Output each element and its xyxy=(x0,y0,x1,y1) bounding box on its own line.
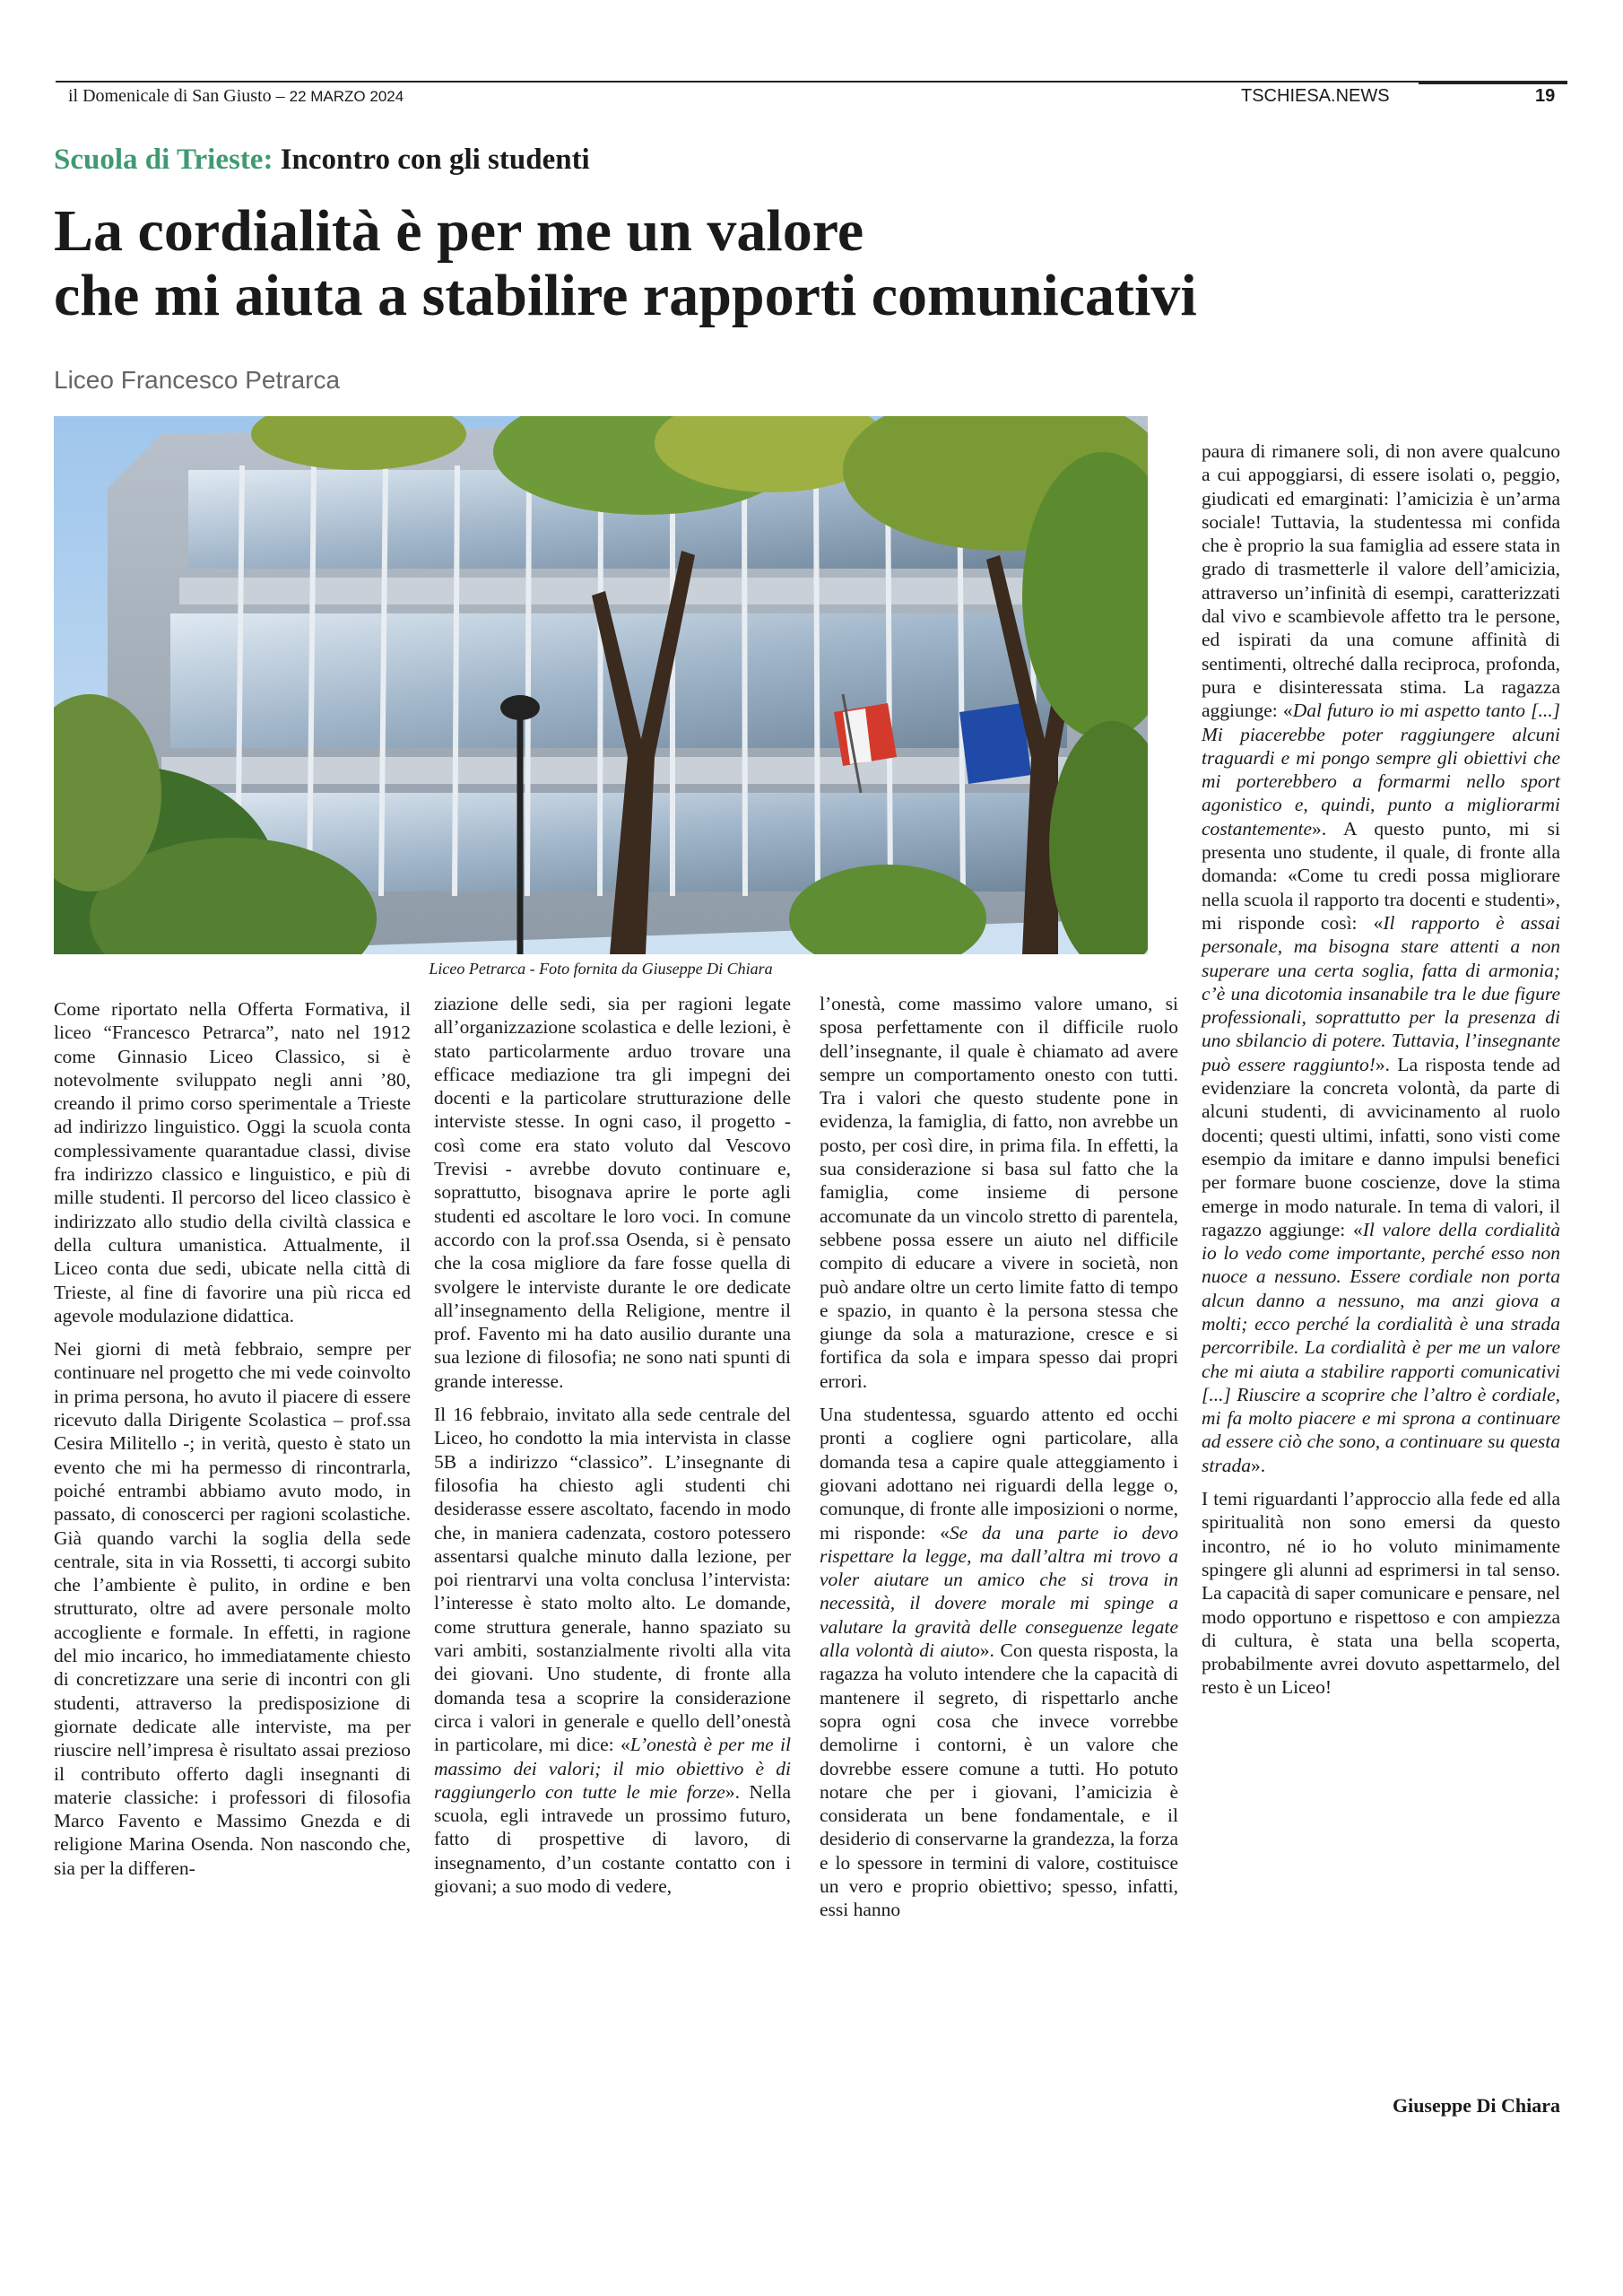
paragraph: l’onestà, come massimo valore umano, si sposa perfettamente con il difficile ruolo dell’insegnante, il quale è chiamato ad avere sempre un comportamento onesto con tutti. Tra i valori che questo studente pone in evidenza, la famiglia, di fatto, non avrebbe un posto, per così dire, in prima fila. In effetti, la sua considerazione si basa sul fatto che la famiglia, come insieme di persone accomunate da un vincolo stretto di parentela, sebbene possa essere un aiuto nel difficile compito di educare a vivere in società, non può andare oltre un certo limite fatto di tempo e spazio, in quanto è la persona stessa che giunge da sola a maturazione, cresce e si fortifica da sola e impara spesso dai propri errori. xyxy=(820,993,1178,1392)
section-kicker xyxy=(54,144,590,177)
page-number-rule xyxy=(1419,81,1567,84)
article-column-2 xyxy=(434,992,791,1908)
school-photo xyxy=(54,416,1148,954)
student-quote: Se da una parte io devo rispettare la legge, ma dall’altra mi trovo a voler aiutare un amico che si trova in necessità, il dovere morale mi spinge a valutare la gravità delle conseguenze legate alla volontà di aiuto xyxy=(820,1521,1178,1662)
paragraph: ziazione delle sedi, sia per ragioni legate all’organizzazione scolastica e delle lezioni, è stato particolarmente arduo trovare una efficace mediazione tra gli impegni dei docenti e la particolare strutturazione delle interviste stesse. In ogni caso, il progetto - così come era stato voluto dal Vescovo Trevisi - avrebbe dovuto continuare e, soprattutto, bisognava aprire le porte agli studenti ed ascoltare le loro voci. In comune accordo con la prof.ssa Osenda, si è pensato che la cosa migliore da fare fosse quella di svolgere le interviste durante le ore dedicate all’insegnamento della Religione, mentre il prof. Favento mi ha dato ausilio durante una sua lezione di filosofia; ne sono nati spunti di grande interesse. xyxy=(434,993,791,1392)
headline xyxy=(54,199,1533,328)
photo-caption: Liceo Petrarca - Foto fornita da Giuseppe Di Chiara xyxy=(429,960,773,978)
paragraph-text: Una studentessa, sguardo attento ed occhi pronti a cogliere ogni particolare, alla domanda tesa a capire quale atteggiamento i giovani adottano nei riguardi della legge o, comunque, di fronte alle imposizioni o norme, mi risponde: « xyxy=(820,1404,1178,1544)
kicker-topic: Incontro con gli studenti xyxy=(280,144,590,176)
paragraph xyxy=(820,1403,1178,1922)
header-rule xyxy=(56,81,1567,83)
running-header xyxy=(56,81,1567,111)
byline: Liceo Francesco Petrarca xyxy=(54,366,341,394)
headline-line-1: La cordialità è per me un valore xyxy=(54,198,864,264)
paragraph xyxy=(434,1403,791,1898)
author-signature: Giuseppe Di Chiara xyxy=(1392,2094,1560,2117)
paragraph-text: paura di rimanere soli, di non avere qualcuno a cui appoggiarsi, di essere isolati o, peggio, giudicati ed emarginati: l’amicizia è un’arma sociale! Tuttavia, la studentessa mi confida che è proprio la sua famiglia ad essere stata in grado di trasmetterle il valore dell’amicizia, attraverso un’infinità di esempi, caratterizzati dal vivo e scambievole affetto tra le persone, ed ispirati da una comune affinità di sentimenti, oltreché dalla reciproca, profonda, pura e disinteressata stima. La ragazza aggiunge: « xyxy=(1202,440,1560,722)
paragraph-text: Il 16 febbraio, invitato alla sede centrale del Liceo, ho condotto la mia intervista in classe 5B a indirizzo “classico”. L’insegnante di filosofia ha chiesto agli studenti chi desiderasse essere ascoltato, facendo in modo che, in maniera cadenzata, costoro potessero assentarsi qualche minuto dalla lezione, per poi rientrarvi una volta conclusa l’intervista: l’interesse è stato molto alto. Le domande, come struttura generale, hanno spaziato su vari ambiti, sostanzialmente rivolti alla vita dei giovani. Uno studente, di fronte alla domanda tesa a scoprire la considerazione circa i valori in generale e quello dell’onestà in particolare, mi dice: « xyxy=(434,1404,791,1756)
paragraph-text: ». xyxy=(1250,1454,1266,1476)
paragraph: Nei giorni di metà febbraio, sempre per continuare nel progetto che mi vede coinvolto in prima persona, ho avuto il piacere di essere ricevuto dalla Dirigente Scolastica – prof.ssa Cesira Militello -; in verità, questo è stato un evento che mi ha permesso di rincontrarla, poiché entrambi abbiamo avuto modo, in passato, di conoscerci per ragioni scolastiche. Già quando varchi la soglia della sede centrale, sita in via Rossetti, ti accorgi subito che l’ambiente è pulito, in ordine e ben strutturato, oltre ad avere personale molto accogliente e formale. In effetti, in ragione del mio incarico, ho immediatamente chiesto di concretizzare una serie di incontri con gli studenti, attraverso la predisposizione di giornate dedicate alle interviste, ma per riuscire nell’impresa è risultato assai prezioso il contributo offerto dagli insegnanti di materie classiche: i professori di filosofia Marco Favento e Massimo Gnezda e di religione Marina Osenda. Non nascondo che, sia per la differen- xyxy=(54,1338,411,1879)
page-number: 19 xyxy=(1535,86,1556,106)
paragraph-text: ». La risposta tende ad evidenziare la concreta volontà, da parte di alcuni studenti, di avvicinamento al ruolo docenti; questi ultimi, infatti, sono visti come esempio da imitare e danno impulsi benefici per formare buone coscienze, dove la stima emerge in modo naturale. In tema di valori, il ragazzo aggiunge: « xyxy=(1202,1053,1560,1240)
article-column-1 xyxy=(54,997,411,1890)
publication-name xyxy=(68,86,404,107)
headline-line-2: che mi aiuta a stabilire rapporti comunicativi xyxy=(54,263,1197,328)
paragraph: Come riportato nella Offerta Formativa, il liceo “Francesco Petrarca”, nato nel 1912 come Ginnasio Liceo Classico, si è notevolmente sviluppato negli anni ’80, creando il primo corso sperimentale a Trieste ad indirizzo linguistico. Oggi la scuola conta complessivamente quarantadue classi, divise fra indirizzo classico e linguistico, e più di mille studenti. Il percorso del liceo classico è indirizzato allo studio della civiltà classica e della cultura umanistica. Attualmente, il Liceo conta due sedi, ubicate nella città di Trieste, al fine di favorire una più ricca ed agevole modulazione didattica. xyxy=(54,998,411,1326)
paragraph-text: ». A questo punto, mi si presenta uno studente, il quale, di fronte alla domanda: «Come tu credi possa migliorare nella scuola il rapporto tra docenti e studenti», mi risponde così: « xyxy=(1202,817,1560,934)
article-column-4 xyxy=(1202,439,1560,1709)
student-quote: L’onestà è per me il massimo dei valori; il mio obiettivo è di raggiungerlo con tutte le mie forze xyxy=(434,1734,791,1803)
site-name: TSCHIESA.NEWS xyxy=(1241,86,1390,106)
paragraph-text: ». Con questa risposta, la ragazza ha voluto intendere che la capacità di mantenere il segreto, di rispettarlo anche sopra ogni cosa che invece vorrebbe demolirne i contorni, è un valore che dovrebbe essere comune a tutti. Ho potuto notare che per i giovani, l’amicizia è considerata un bene fondamentale, e il desiderio di conservarne la grandezza, la forza e lo spessore in termini di valore, costituisce un vero e proprio obiettivo; spesso, infatti, essi hanno xyxy=(820,1639,1179,1921)
paragraph-text: ». Nella scuola, egli intravede un prossimo futuro, fatto di prospettive di lavoro, di insegnamento, d’un costante contatto con i giovani; a suo modo di vedere, xyxy=(434,1780,791,1897)
paragraph xyxy=(1202,439,1560,1477)
kicker-section: Scuola di Trieste: xyxy=(54,144,273,176)
paragraph: I temi riguardanti l’approccio alla fede ed alla spiritualità non sono emersi da questo incontro, né io ho voluto minimamente spingere gli alunni ad esprimersi in tal senso. La capacità di saper comunicare e pensare, nel modo opportuno e rispettoso e con ampiezza di cultura, è stata una bella scoperta, probabilmente avrei dovuto aspettarmelo, del resto è un Liceo! xyxy=(1202,1488,1560,1699)
student-quote: Il valore della cordialità io lo vedo come importante, perché esso non nuoce a nessuno. Essere cordiale non porta alcun danno a nessuno, ma anzi giova a molti; ecco perché la cordialità è una strada percorribile. La cordialità è per me un valore che mi aiuta a stabilire rapporti comunicativi [...] Riuscire a scoprire che l’altro è cordiale, mi fa molto piacere e mi sprona a continuare ad essere ciò che sono, a continuare su questa strada xyxy=(1202,1218,1560,1476)
publication-title: il Domenicale di San Giusto – xyxy=(68,86,285,106)
student-quote: Dal futuro io mi aspetto tanto [...] Mi piacerebbe poter raggiungere alcuni traguardi e mi pongo sempre gli obiettivi che mi porterebbero a formarmi nello sport agonistico e, quindi, punto a migliorarmi costantemente xyxy=(1202,700,1560,839)
student-quote: Il rapporto è assai personale, ma bisogna stare attenti a non superare una certa soglia, fatta di armonia; c’è una dicotomia insanabile tra le due figure professionali, soprattutto per la presenza di uno sbilancio di potere. Tuttavia, l’insegnante può essere raggiunto! xyxy=(1202,911,1560,1075)
article-column-3 xyxy=(820,992,1178,1932)
issue-date: 22 MARZO 2024 xyxy=(289,88,404,105)
